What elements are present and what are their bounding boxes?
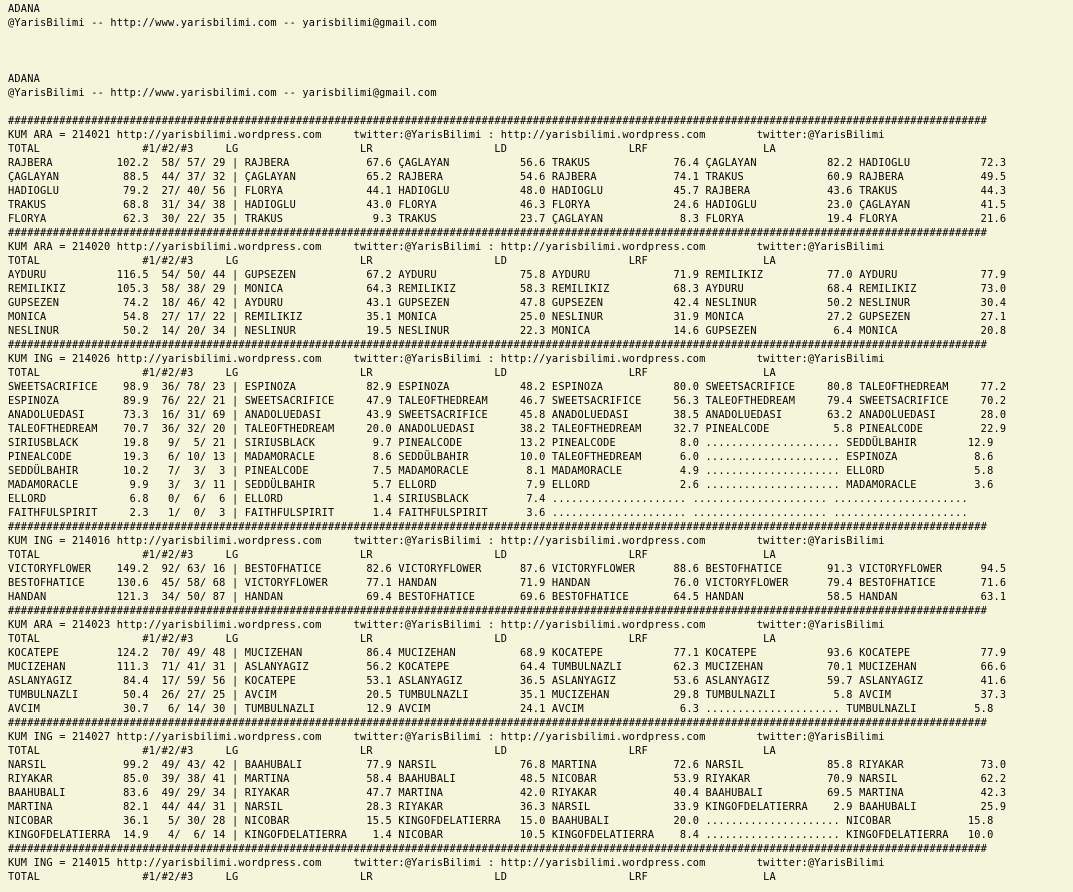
text-line: MADAMORACLE 9.9 3/ 3/ 11 | SEDDÜLBAHIR 5.7 ELLORD 7.9 ELLORD 2.6 ..................... MADAMORACLE 3.6	[8, 479, 994, 491]
text-line: ASLANYAGIZ 84.4 17/ 59/ 56 | KOCATEPE 53.1 ASLANYAGIZ 36.5 ASLANYAGIZ 53.6 ASLANYAGIZ 59.7 ASLANYAGIZ 41.6	[8, 675, 1007, 687]
text-line: ELLORD 6.8 0/ 6/ 6 | ELLORD 1.4 SIRIUSBLACK 7.4 ..................... ..................... .....................	[8, 493, 968, 505]
race-header-line: KUM ARA = 214023 http://yarisbilimi.wordpress.com twitter:@YarisBilimi : http://yarisbilimi.wordpress.com twitter:@YarisBilimi	[8, 619, 885, 631]
column-header-line: TOTAL #1/#2/#3 LG LR LD LRF LA	[8, 367, 776, 379]
text-line: BAAHUBALI 83.6 49/ 29/ 34 | RIYAKAR 47.7 MARTINA 42.0 RIYAKAR 40.4 BAAHUBALI 69.5 MARTINA 42.3	[8, 787, 1007, 799]
race-header-line: KUM ING = 214027 http://yarisbilimi.wordpress.com twitter:@YarisBilimi : http://yarisbilimi.wordpress.com twitter:@YarisBilimi	[8, 731, 885, 743]
text-line: AYDURU 116.5 54/ 50/ 44 | GUPSEZEN 67.2 AYDURU 75.8 AYDURU 71.9 REMILIKIZ 77.0 AYDURU 77.9	[8, 269, 1007, 281]
text-line: HANDAN 121.3 34/ 50/ 87 | HANDAN 69.4 BESTOFHATICE 69.6 BESTOFHATICE 64.5 HANDAN 58.5 HANDAN 63.1	[8, 591, 1007, 603]
column-header-line: TOTAL #1/#2/#3 LG LR LD LRF LA	[8, 549, 776, 561]
text-line: NARSIL 99.2 49/ 43/ 42 | BAAHUBALI 77.9 NARSIL 76.8 MARTINA 72.6 NARSIL 85.8 RIYAKAR 73.0	[8, 759, 1007, 771]
text-line: PINEALCODE 19.3 6/ 10/ 13 | MADAMORACLE 8.6 SEDDÜLBAHIR 10.0 TALEOFTHEDREAM 6.0 ..................... ESPINOZA 8.6	[8, 451, 994, 463]
separator-line: #########################################################################################################################################################	[8, 605, 988, 617]
text-line: ADANA	[8, 3, 40, 15]
text-line: NICOBAR 36.1 5/ 30/ 28 | NICOBAR 15.5 KINGOFDELATIERRA 15.0 BAAHUBALI 20.0 ..................... NICOBAR 15.8	[8, 815, 994, 827]
race-header-line: KUM ARA = 214020 http://yarisbilimi.wordpress.com twitter:@YarisBilimi : http://yarisbilimi.wordpress.com twitter:@YarisBilimi	[8, 241, 885, 253]
text-line: SEDDÜLBAHIR 10.2 7/ 3/ 3 | PINEALCODE 7.5 MADAMORACLE 8.1 MADAMORACLE 4.9 ..................... ELLORD 5.8	[8, 465, 994, 477]
race-header-line: KUM ARA = 214021 http://yarisbilimi.wordpress.com twitter:@YarisBilimi : http://yarisbilimi.wordpress.com twitter:@YarisBilimi	[8, 129, 885, 141]
separator-line: #########################################################################################################################################################	[8, 227, 988, 239]
separator-line: #########################################################################################################################################################	[8, 115, 988, 127]
text-line: ANADOLUEDASI 73.3 16/ 31/ 69 | ANADOLUEDASI 43.9 SWEETSACRIFICE 45.8 ANADOLUEDASI 38.5 ANADOLUEDASI 63.2 ANADOLUEDASI 28.0	[8, 409, 1007, 421]
separator-line: #########################################################################################################################################################	[8, 521, 988, 533]
blank-line	[8, 30, 1073, 44]
race-header-line: KUM ING = 214026 http://yarisbilimi.wordpress.com twitter:@YarisBilimi : http://yarisbilimi.wordpress.com twitter:@YarisBilimi	[8, 353, 885, 365]
race-header-line: KUM ING = 214016 http://yarisbilimi.wordpress.com twitter:@YarisBilimi : http://yarisbilimi.wordpress.com twitter:@YarisBilimi	[8, 535, 885, 547]
text-line: NESLINUR 50.2 14/ 20/ 34 | NESLINUR 19.5 NESLINUR 22.3 MONICA 14.6 GUPSEZEN 6.4 MONICA 20.8	[8, 325, 1007, 337]
text-line: KOCATEPE 124.2 70/ 49/ 48 | MUCIZEHAN 86.4 MUCIZEHAN 68.9 KOCATEPE 77.1 KOCATEPE 93.6 KOCATEPE 77.9	[8, 647, 1007, 659]
text-line: ESPINOZA 89.9 76/ 22/ 21 | SWEETSACRIFICE 47.9 TALEOFTHEDREAM 46.7 SWEETSACRIFICE 56.3 TALEOFTHEDREAM 79.4 SWEETSACRIFICE 70.2	[8, 395, 1007, 407]
text-line: REMILIKIZ 105.3 58/ 38/ 29 | MONICA 64.3 REMILIKIZ 58.3 REMILIKIZ 68.3 AYDURU 68.4 REMILIKIZ 73.0	[8, 283, 1007, 295]
column-header-line: TOTAL #1/#2/#3 LG LR LD LRF LA	[8, 143, 776, 155]
text-line: GUPSEZEN 74.2 18/ 46/ 42 | AYDURU 43.1 GUPSEZEN 47.8 GUPSEZEN 42.4 NESLINUR 50.2 NESLINUR 30.4	[8, 297, 1007, 309]
blank-line	[8, 100, 1073, 114]
blank-line	[8, 44, 1073, 58]
race-header-line: KUM ING = 214015 http://yarisbilimi.wordpress.com twitter:@YarisBilimi : http://yarisbilimi.wordpress.com twitter:@YarisBilimi	[8, 857, 885, 869]
text-line: RIYAKAR 85.0 39/ 38/ 41 | MARTINA 58.4 BAAHUBALI 48.5 NICOBAR 53.9 RIYAKAR 70.9 NARSIL 62.2	[8, 773, 1007, 785]
text-line: BESTOFHATICE 130.6 45/ 58/ 68 | VICTORYFLOWER 77.1 HANDAN 71.9 HANDAN 76.0 VICTORYFLOWER 79.4 BESTOFHATICE 71.6	[8, 577, 1007, 589]
text-line: FAITHFULSPIRIT 2.3 1/ 0/ 3 | FAITHFULSPIRIT 1.4 FAITHFULSPIRIT 3.6 ..................... ..................... .....................	[8, 507, 968, 519]
text-line: HADIOGLU 79.2 27/ 40/ 56 | FLORYA 44.1 HADIOGLU 48.0 HADIOGLU 45.7 RAJBERA 43.6 TRAKUS 44.3	[8, 185, 1007, 197]
text-line: TRAKUS 68.8 31/ 34/ 38 | HADIOGLU 43.0 FLORYA 46.3 FLORYA 24.6 HADIOGLU 23.0 ÇAGLAYAN 41.5	[8, 199, 1007, 211]
text-line: TUMBULNAZLI 50.4 26/ 27/ 25 | AVCIM 20.5 TUMBULNAZLI 35.1 MUCIZEHAN 29.8 TUMBULNAZLI 5.8 AVCIM 37.3	[8, 689, 1007, 701]
text-line: @YarisBilimi -- http://www.yarisbilimi.com -- yarisbilimi@gmail.com	[8, 87, 437, 99]
column-header-line: TOTAL #1/#2/#3 LG LR LD LRF LA	[8, 255, 776, 267]
text-line: AVCIM 30.7 6/ 14/ 30 | TUMBULNAZLI 12.9 AVCIM 24.1 AVCIM 6.3 ..................... TUMBULNAZLI 5.8	[8, 703, 994, 715]
text-line: TALEOFTHEDREAM 70.7 36/ 32/ 20 | TALEOFTHEDREAM 20.0 ANADOLUEDASI 38.2 TALEOFTHEDREAM 32.7 PINEALCODE 5.8 PINEALCODE 22.9	[8, 423, 1007, 435]
separator-line: #########################################################################################################################################################	[8, 843, 988, 855]
text-line: SWEETSACRIFICE 98.9 36/ 78/ 23 | ESPINOZA 82.9 ESPINOZA 48.2 ESPINOZA 80.0 SWEETSACRIFICE 80.8 TALEOFTHEDREAM 77.2	[8, 381, 1007, 393]
text-line: MARTINA 82.1 44/ 44/ 31 | NARSIL 28.3 RIYAKAR 36.3 NARSIL 33.9 KINGOFDELATIERRA 2.9 BAAHUBALI 25.9	[8, 801, 1007, 813]
text-line: FLORYA 62.3 30/ 22/ 35 | TRAKUS 9.3 TRAKUS 23.7 ÇAGLAYAN 8.3 FLORYA 19.4 FLORYA 21.6	[8, 213, 1007, 225]
separator-line: #########################################################################################################################################################	[8, 717, 988, 729]
blank-line	[8, 58, 1073, 72]
text-line: KINGOFDELATIERRA 14.9 4/ 6/ 14 | KINGOFDELATIERRA 1.4 NICOBAR 10.5 KINGOFDELATIERRA 8.4 ..................... KINGOFDELATIERRA 10.0	[8, 829, 994, 841]
text-line: ÇAGLAYAN 88.5 44/ 37/ 32 | ÇAGLAYAN 65.2 RAJBERA 54.6 RAJBERA 74.1 TRAKUS 60.9 RAJBERA 49.5	[8, 171, 1007, 183]
text-line: ADANA	[8, 73, 40, 85]
text-line: SIRIUSBLACK 19.8 9/ 5/ 21 | SIRIUSBLACK 9.7 PINEALCODE 13.2 PINEALCODE 8.0 ..................... SEDDÜLBAHIR 12.9	[8, 437, 994, 449]
text-line: MONICA 54.8 27/ 17/ 22 | REMILIKIZ 35.1 MONICA 25.0 NESLINUR 31.9 MONICA 27.2 GUPSEZEN 27.1	[8, 311, 1007, 323]
text-line: VICTORYFLOWER 149.2 92/ 63/ 16 | BESTOFHATICE 82.6 VICTORYFLOWER 87.6 VICTORYFLOWER 88.6 BESTOFHATICE 91.3 VICTORYFLOWER 94.5	[8, 563, 1007, 575]
text-line: RAJBERA 102.2 58/ 57/ 29 | RAJBERA 67.6 ÇAGLAYAN 56.6 TRAKUS 76.4 ÇAGLAYAN 82.2 HADIOGLU 72.3	[8, 157, 1007, 169]
column-header-line: TOTAL #1/#2/#3 LG LR LD LRF LA	[8, 633, 776, 645]
separator-line: #########################################################################################################################################################	[8, 339, 988, 351]
text-line: MUCIZEHAN 111.3 71/ 41/ 31 | ASLANYAGIZ 56.2 KOCATEPE 64.4 TUMBULNAZLI 62.3 MUCIZEHAN 70.1 MUCIZEHAN 66.6	[8, 661, 1007, 673]
column-header-line: TOTAL #1/#2/#3 LG LR LD LRF LA	[8, 745, 776, 757]
text-line: @YarisBilimi -- http://www.yarisbilimi.com -- yarisbilimi@gmail.com	[8, 17, 437, 29]
column-header-line: TOTAL #1/#2/#3 LG LR LD LRF LA	[8, 871, 776, 883]
